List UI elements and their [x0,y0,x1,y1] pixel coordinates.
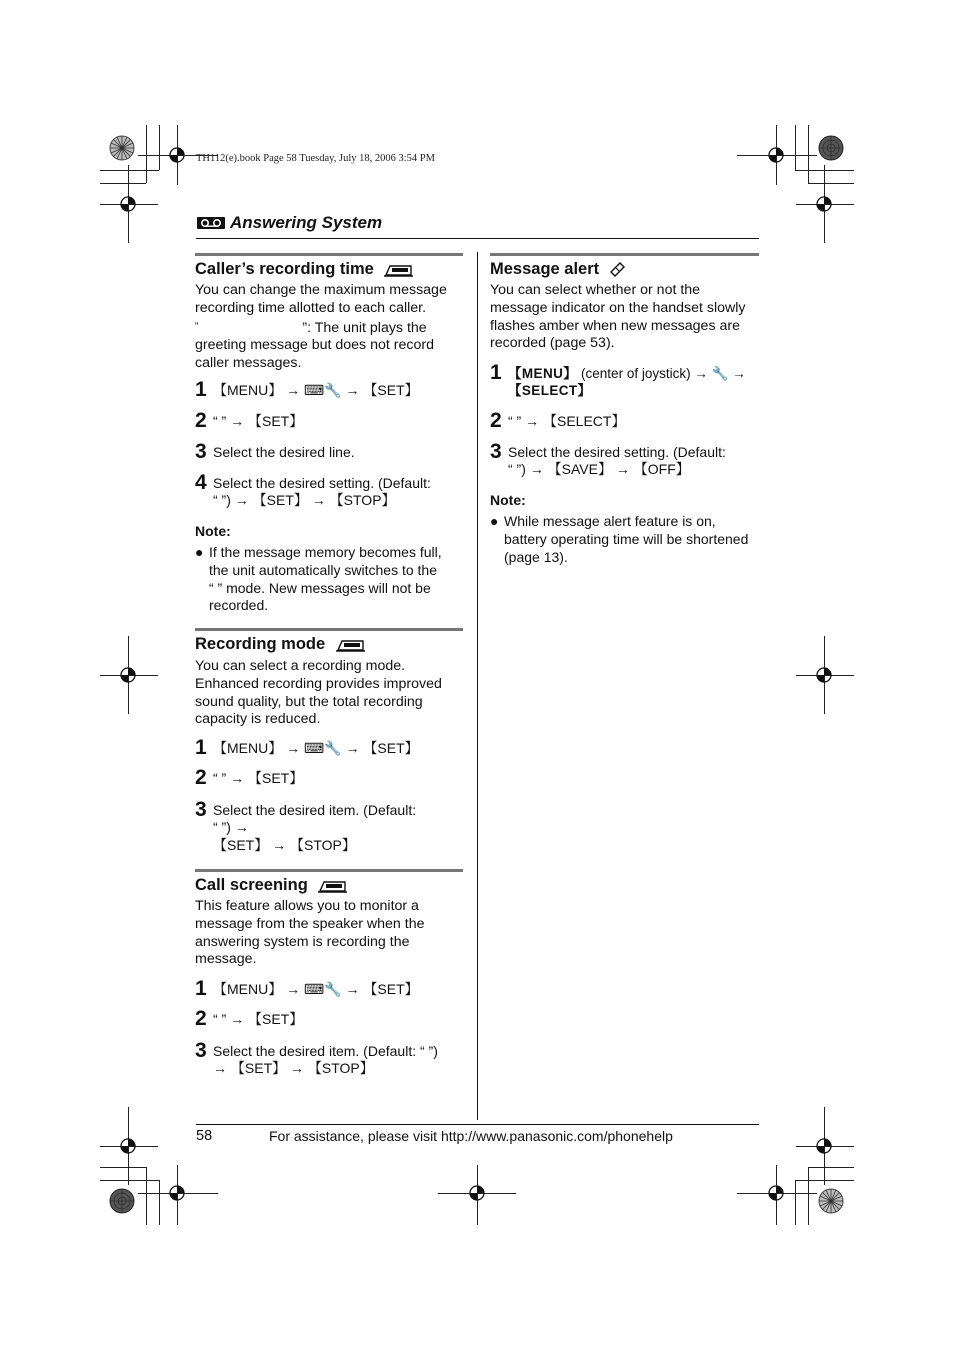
registration-crosshair-icon [167,145,187,165]
section-bar [195,628,463,631]
header-rule [196,238,759,239]
step-text: Select the desired setting. (Default: [213,475,431,491]
step-text: 【MENU】 → ⌨🔧 → 【SET】 [213,740,419,756]
handset-icon [610,261,626,277]
step-text: 【SET】 → 【STOP】 [213,837,356,853]
step-text: 【MENU】 → ⌨🔧 → 【SET】 [213,382,419,398]
base-unit-icon [318,879,348,893]
step-text: “ ” → 【SET】 [213,770,304,786]
step-text: 【SELECT】 [508,383,592,398]
step-text: “ ”) → [213,819,249,835]
color-rosette-icon [818,135,844,161]
registration-crosshair-icon [118,665,138,685]
registration-crosshair-icon [118,1136,138,1156]
registration-crosshair-icon [766,1183,786,1203]
note-label: Note: [490,492,526,508]
footer-rule [196,1124,759,1125]
registration-crosshair-icon [167,1183,187,1203]
note-item: ● While message alert feature is on, battery operating time will be shortened (page 13). [490,513,749,565]
note-item: ● If the message memory becomes full, the unit automatically switches to the “ ” mode. New messages will not be recorded. [195,544,442,614]
section-title-callers-recording-time: Caller’s recording time [195,260,414,279]
color-rosette-icon [109,135,135,161]
section-bar [195,869,463,872]
section-intro: You can change the maximum message recording time allotted to each caller. “ ”: The unit plays the greeting message but does not record caller messages. [195,282,447,372]
step-text: 【MENU】 (center of joystick) → 🔧 → [508,366,746,381]
step-text: “ ” → 【SET】 [213,1011,304,1027]
section-intro: You can select whether or not the message indicator on the handset slowly flashes amber when new messages are recorded (page 53). [490,282,746,352]
note-label: Note: [195,523,231,539]
registration-crosshair-icon [814,1136,834,1156]
page-number: 58 [196,1128,213,1144]
registration-crosshair-icon [814,665,834,685]
footer-text: For assistance, please visit http://www.panasonic.com/phonehelp [269,1128,673,1144]
step-text: “ ” → 【SELECT】 [508,413,626,429]
section-intro: You can select a recording mode. Enhanced recording provides improved sound quality, but the total recording capacity is reduced. [195,658,442,728]
book-info: TH112(e).book Page 58 Tuesday, July 18, 2006 3:54 PM [196,153,435,164]
header-title: Answering System [230,213,383,232]
section-title-call-screening: Call screening [195,876,348,895]
registration-crosshair-icon [118,194,138,214]
step-text: 【MENU】 → ⌨🔧 → 【SET】 [213,981,419,997]
step-text: → 【SET】 → 【STOP】 [213,1060,374,1076]
base-unit-icon [384,263,414,277]
step-text: Select the desired item. (Default: [213,802,417,818]
registration-crosshair-icon [766,145,786,165]
step-text: Select the desired item. (Default: “ ”) [213,1043,438,1059]
step-text: “ ”) → 【SAVE】 → 【OFF】 [508,461,690,477]
color-rosette-icon [818,1188,844,1214]
column-divider [477,252,478,1120]
page-header [196,213,382,233]
section-bar [195,253,463,256]
step-text: “ ” → 【SET】 [213,413,304,429]
answering-machine-icon [196,216,226,230]
step-text: Select the desired setting. (Default: [508,444,726,460]
step-text: “ ”) → 【SET】 → 【STOP】 [213,492,396,508]
registration-crosshair-icon [467,1183,487,1203]
section-title-message-alert: Message alert [490,260,626,279]
section-intro: This feature allows you to monitor a message from the speaker when the answering system is recording the message. [195,898,425,968]
color-rosette-icon [109,1188,135,1214]
base-unit-icon [336,638,366,652]
section-title-recording-mode: Recording mode [195,635,366,654]
registration-crosshair-icon [814,194,834,214]
step-text: Select the desired line. [213,444,355,460]
section-bar [490,253,759,256]
